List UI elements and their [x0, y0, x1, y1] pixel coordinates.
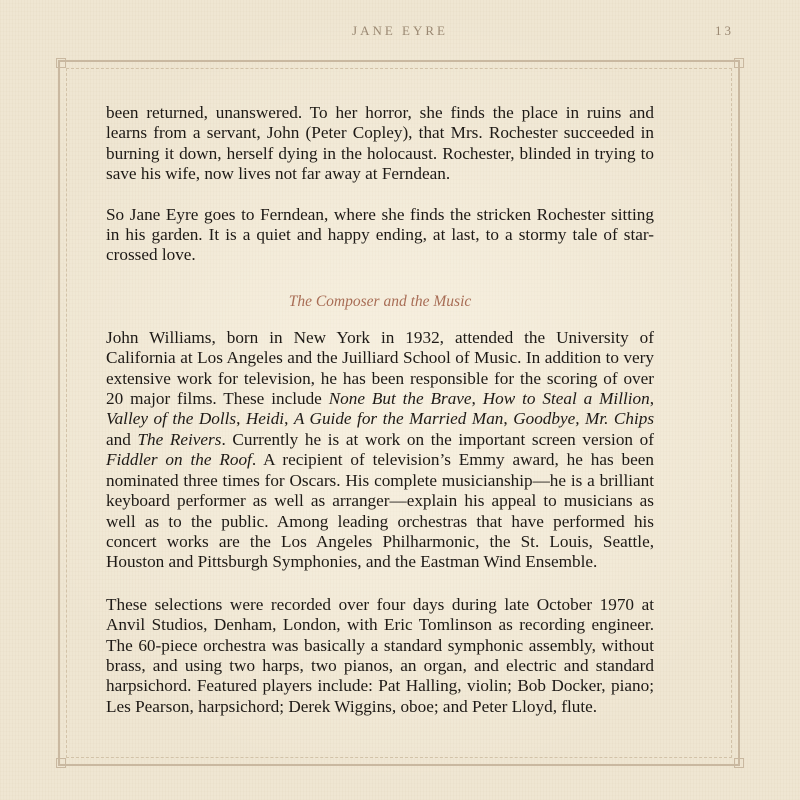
section-heading: The Composer and the Music [288, 292, 472, 310]
running-head: JANE EYRE [352, 23, 448, 38]
separator: , [503, 409, 514, 429]
frame-corner-top-right [734, 58, 744, 68]
frame-corner-top-left [56, 58, 66, 68]
paragraph-ferndean: So Jane Eyre goes to Ferndean, where she finds the stricken Rochester sitting in his garden. It is a quiet and happy ending, at last, to a stormy tale of star-crossed love. [106, 204, 654, 265]
separator: , [471, 389, 483, 409]
film-title: A Guide for the Married Man [293, 409, 504, 429]
paragraph-recording: These selections were recorded over four days during late October 1970 at Anvil Studios, Denham, London, with Eric Tomlinson as recording engineer. The 60-piece orchestra was basically a standard symphonic assembly, without brass, and using two harps, two pianos, an organ, and electric and standard harpsichord. Featured players include: Pat Halling, violin; Bob Docker, piano; Les Pearson, harpsichord; Derek Wiggins, oboe; and Peter Lloyd, flute. [106, 594, 654, 716]
composer-text-1: John Williams, born in New York in 1932, attended the University of California at Los Angeles and the Juilliard School of Music. In addition to very extensive work for television, he has been responsible for the scoring of over 20 major films. These include [106, 327, 654, 409]
film-title: Valley of the Dolls [106, 409, 237, 429]
separator: and [106, 429, 138, 449]
film-title: How to Steal a Million [482, 389, 650, 409]
film-title: The Reivers [137, 429, 222, 449]
film-title: Goodbye, Mr. Chips [513, 409, 655, 429]
paragraph-plot-ending: been returned, unanswered. To her horror, she finds the place in ruins and learns from a servant, John (Peter Copley), that Mrs. Rochester succeeded in burning it down, herself dying in the holocaust. Rochester, blinded in trying to save his wife, now lives not far away at Ferndean. [106, 103, 654, 184]
body-text [106, 103, 654, 717]
composer-text-2: . Currently he is at work on the important screen version of [221, 429, 654, 449]
separator: , [649, 389, 654, 409]
film-title: Heidi [245, 409, 285, 429]
frame-corner-bottom-left [56, 758, 66, 768]
paragraph-composer [106, 328, 654, 573]
film-title: None But the Brave [328, 389, 472, 409]
separator: , [236, 409, 246, 429]
composer-text-3: . A recipient of television’s Emmy award, he has been nominated three times for Oscars. His complete musicianship—he is a brilliant keyboard performer as well as arranger—explain his appeal to musicians as well as to the public. Among leading orchestras that have performed his concert works are the Los Angeles Philharmonic, the St. Louis, Seattle, Houston and Pittsburgh Symphonies, and the Eastman Wind Ensemble. [106, 450, 654, 572]
page-number: 13 [715, 23, 734, 38]
frame-corner-bottom-right [734, 758, 744, 768]
film-title: Fiddler on the Roof [106, 450, 252, 470]
separator: , [284, 409, 294, 429]
